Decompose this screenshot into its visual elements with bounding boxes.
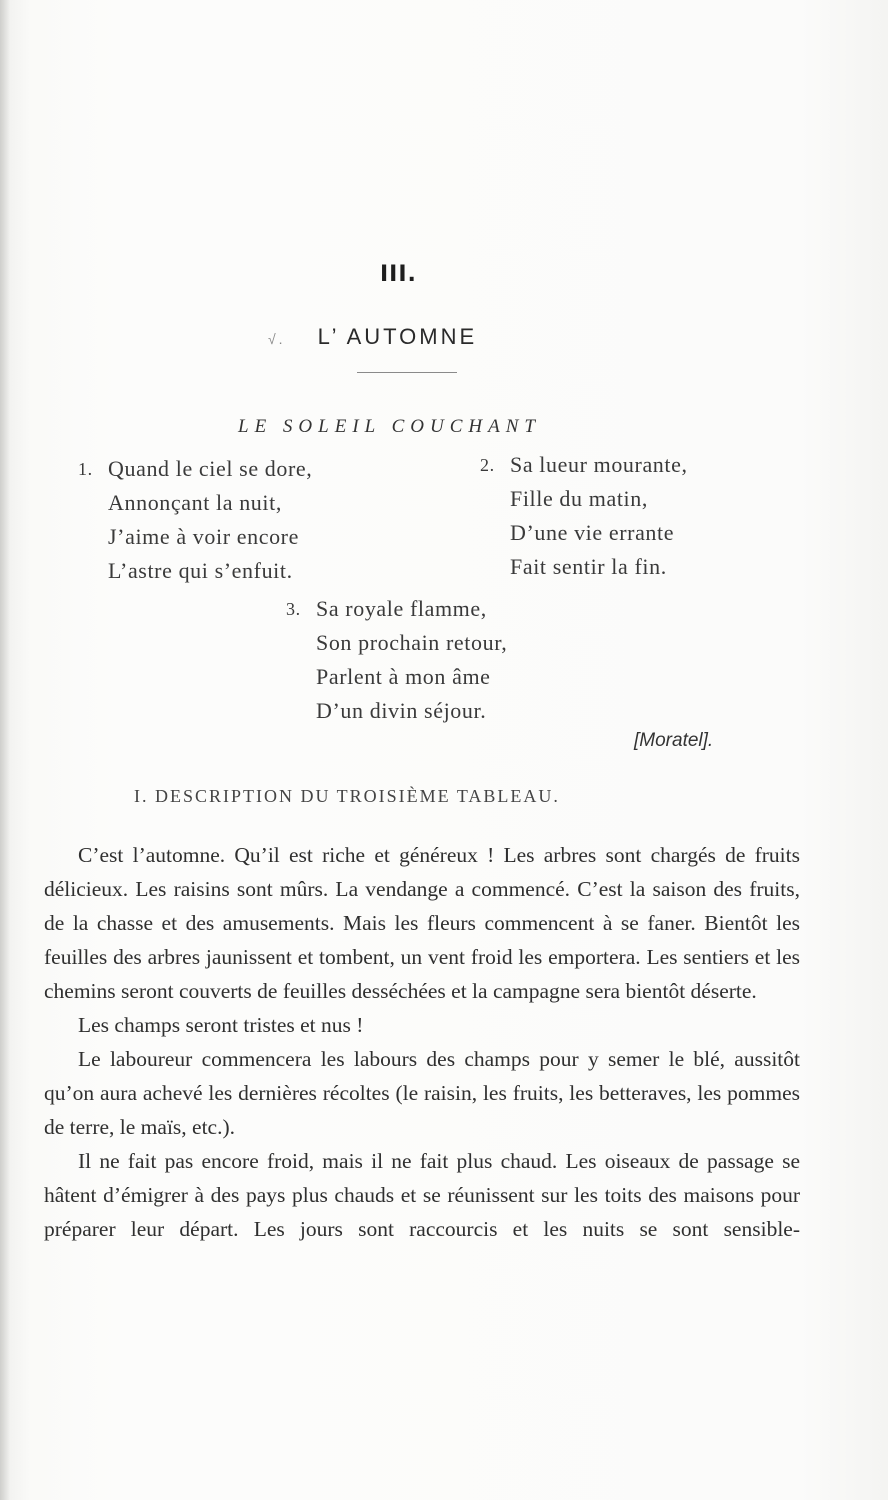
section-heading: I. DESCRIPTION DU TROISIÈME TABLEAU. [134, 786, 560, 806]
stanza-number: 3. [286, 599, 301, 619]
chapter-numeral: III. [380, 262, 417, 287]
poem-stanza-2 [480, 448, 688, 584]
body-text [44, 838, 800, 1246]
chapter-title [268, 324, 478, 350]
chapter-title-text: L’ AUTOMNE [317, 324, 478, 349]
paragraph: Le laboureur commencera les labours des champs pour y semer le blé, aussitôt qu’on aura achevé les dernières récoltes (le raisin, les fruits, les betteraves, les pommes de terre, le maïs, etc.). [44, 1047, 800, 1139]
stanza-number: 1. [78, 459, 93, 479]
poem-line: J’aime à voir encore [108, 524, 299, 549]
poem-stanza-3 [286, 592, 508, 728]
paragraph: C’est l’automne. Qu’il est riche et généreux ! Les arbres sont chargés de fruits délicieux. Les raisins sont mûrs. La vendange a commencé. C’est la saison des fruits, de la chasse et des amusements. Mais les fleurs commencent à se faner. Bientôt les feuilles des arbres jaunissent et tombent, un vent froid les emportera. Les sentiers et les chemins seront couverts de feuilles desséchées et la campagne sera bientôt déserte. [44, 843, 800, 1003]
paragraph: Il ne fait pas encore froid, mais il ne fait plus chaud. Les oiseaux de passage se hâtent d’émigrer à des pays plus chauds et se réunissent sur les toits des maisons pour préparer leur départ. Les jours sont raccourcis et les nuits se sont sensible- [44, 1149, 800, 1241]
poem-title: LE SOLEIL COUCHANT [238, 416, 541, 437]
poem-line: Sa lueur mourante, [510, 452, 688, 477]
poem-line: Annonçant la nuit, [108, 490, 282, 515]
poem-line: Parlent à mon âme [316, 664, 491, 689]
page-edge-shadow [0, 0, 10, 1500]
poem-stanza-1 [78, 452, 313, 588]
poem-line: Son prochain retour, [316, 630, 508, 655]
poem-attribution: [Moratel]. [634, 730, 714, 751]
poem-line: D’un divin séjour. [316, 698, 487, 723]
title-divider [357, 372, 457, 373]
poem-line: D’une vie errante [510, 520, 675, 545]
poem-line: Fait sentir la fin. [510, 554, 667, 579]
poem-line: Sa royale flamme, [316, 596, 487, 621]
stanza-number: 2. [480, 455, 495, 475]
poem-line: Fille du matin, [510, 486, 648, 511]
handwritten-check-mark: √. [268, 331, 286, 347]
poem-line: Quand le ciel se dore, [108, 456, 313, 481]
paragraph: Les champs seront tristes et nus ! [78, 1013, 364, 1037]
poem-line: L’astre qui s’enfuit. [108, 558, 293, 583]
